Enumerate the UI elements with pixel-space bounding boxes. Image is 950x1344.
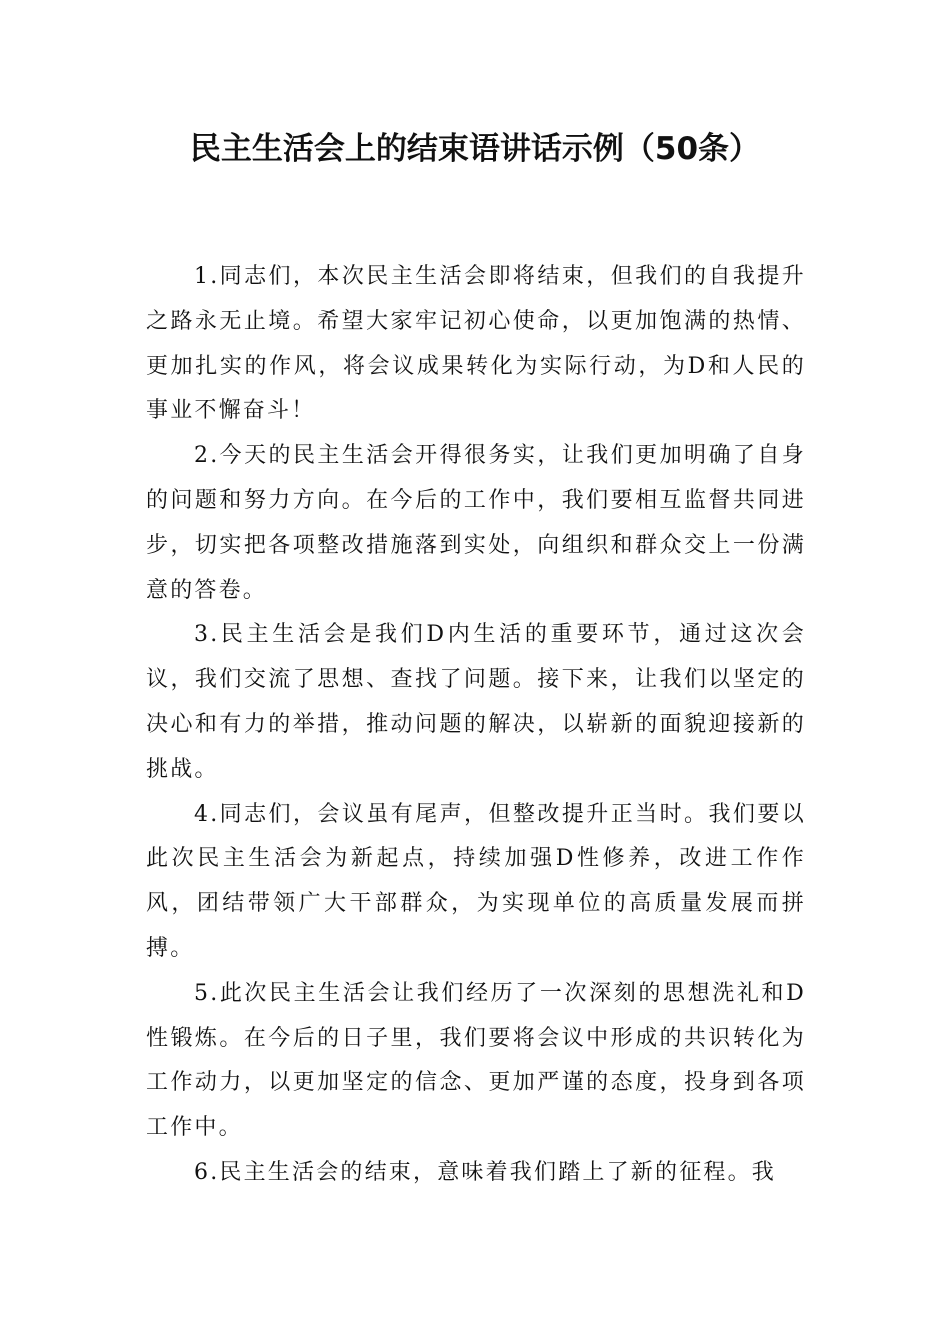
paragraph-6: 6.民主生活会的结束，意味着我们踏上了新的征程。我 (194, 1159, 776, 1185)
paragraph-5: 5.此次民主生活会让我们经历了一次深刻的思想洗礼和D性锻炼。在今后的日子里，我们要将会议中形成的共识转化为工作动力，以更加坚定的信念、更加严谨的态度，投身到各项工作中。 (146, 980, 806, 1141)
paragraph-3: 3.民主生活会是我们D内生活的重要环节，通过这次会议，我们交流了思想、查找了问题。接下来，让我们以坚定的决心和有力的举措，推动问题的解决，以崭新的面貌迎接新的挑战。 (146, 622, 806, 782)
paragraph-4: 4.同志们，会议虽有尾声，但整改提升正当时。我们要以此次民主生活会为新起点，持续加强D性修养，改进工作作风，团结带领广大干部群众，为实现单位的高质量发展而拼搏。 (146, 801, 806, 961)
document-body (146, 255, 806, 1196)
paragraph-2: 2.今天的民主生活会开得很务实，让我们更加明确了自身的问题和努力方向。在今后的工作中，我们要相互监督共同进步，切实把各项整改措施落到实处，向组织和群众交上一份满意的答卷。 (146, 443, 806, 603)
paragraph-1: 1.同志们，本次民主生活会即将结束，但我们的自我提升之路永无止境。希望大家牢记初心使命，以更加饱满的热情、更加扎实的作风，将会议成果转化为实际行动，为D和人民的事业不懈奋斗！ (146, 264, 806, 424)
document-title: 民主生活会上的结束语讲话示例（50条） (189, 131, 761, 167)
